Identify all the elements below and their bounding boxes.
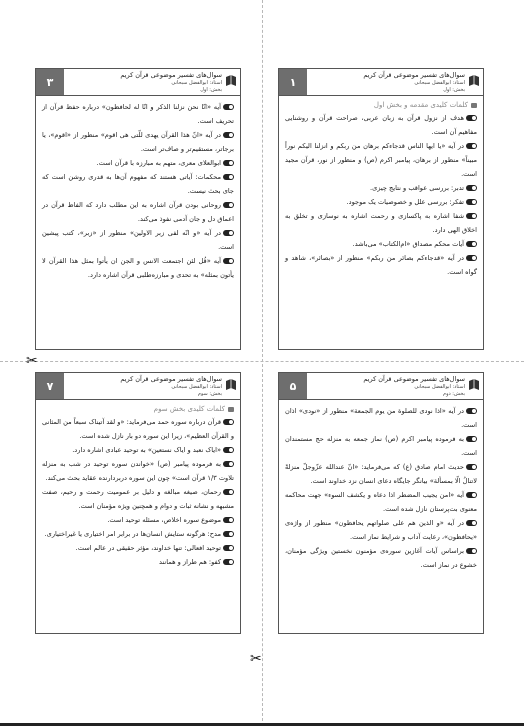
- header-subtitle: استاد: ابوالفضل سبحانی: [171, 384, 222, 390]
- list-item: آیات محکم مصداق «ام‌الکتاب» می‌باشد.: [285, 237, 477, 251]
- flashcard-1: [278, 68, 484, 350]
- list-item: روحانی بودن قرآن اشاره به این مطلب دارد که الفاظ قرآن در اعماق دل و جان آدمی نفوذ می‌کند.: [42, 201, 234, 223]
- card-number: ۷: [36, 373, 64, 399]
- list-item: «ایاک نعبد و ایاک نستعین» به توحید عبادی اشاره دارد.: [42, 443, 234, 457]
- list-item: کفو: هم طراز و همانند: [42, 555, 234, 569]
- bullet-icon: [223, 517, 234, 523]
- list-item: توحید افعالی: تنها خداوند، مؤثر حقیقی در عالم است.: [42, 541, 234, 555]
- scissors-icon: ✂: [250, 651, 262, 667]
- list-item: حدیث امام صادق (ع) که می‌فرماید: «انّ عندالله عزّوجلّ منزلةً لاتنالُ الّا بمسألة» بیانگر جایگاه دعای انسان نزد خداوند است.: [285, 463, 477, 485]
- card-header: [36, 69, 240, 96]
- bullet-icon: [223, 202, 234, 208]
- card-number: ۱: [279, 69, 307, 95]
- list-item: رحمان، صیغه مبالغه و دلیل بر عمومیت رحمت و رحیم، صفت مشبهه و نشانه ثبات و دوام و همچنین ویژه مؤمنان است.: [42, 488, 234, 510]
- flashcard-5: [278, 372, 484, 634]
- bullet-icon: [223, 132, 234, 138]
- section-title: کلمات کلیدی بخش سوم: [42, 405, 234, 413]
- flashcard-3: [35, 68, 241, 350]
- header-subtitle: استاد: ابوالفضل سبحانی: [414, 384, 465, 390]
- bullet-icon: [223, 447, 234, 453]
- flashcard-7: [35, 372, 241, 634]
- section-title: کلمات کلیدی مقدمه و بخش اول: [285, 101, 477, 109]
- scissors-icon: ✂: [26, 353, 38, 369]
- header-title: سوال‌های تفسیر موضوعی قرآن کریم: [120, 71, 222, 79]
- book-icon: [468, 74, 480, 87]
- list-item: براساس آیات آغازین سوره‌ی مؤمنون نخستین ویژگی مؤمنان، خشوع در نماز است.: [285, 547, 477, 569]
- bullet-icon: [466, 115, 477, 121]
- card-header: [279, 69, 483, 96]
- horizontal-cut-line: [0, 361, 524, 362]
- bullet-icon: [466, 436, 477, 442]
- bullet-icon: [466, 185, 477, 191]
- card-number: ۵: [279, 373, 307, 399]
- bullet-icon: [466, 520, 477, 526]
- card-header: [36, 373, 240, 400]
- header-title: سوال‌های تفسیر موضوعی قرآن کریم: [363, 71, 465, 79]
- bullet-icon: [223, 419, 234, 425]
- header-subtitle: استاد: ابوالفضل سبحانی: [414, 80, 465, 86]
- list-item: آیه «انّا نحن نزلنا الذکر و انّا له لحافظون» درباره حفظ قرآن از تحریف است.: [42, 103, 234, 125]
- card-number: ۳: [36, 69, 64, 95]
- list-item: تدبر: بررسی عواقب و نتایج چیزی.: [285, 181, 477, 195]
- list-item: در آیه «یا ایها الناس قدجاءکم برهان من ربکم و انزلنا الیکم نوراً مبیناً» منظور از برهان، پیامبر اکرم (ص) و منظور از نور، قرآن مجید است.: [285, 142, 477, 178]
- bullet-icon: [466, 199, 477, 205]
- list-item: قرآن درباره سوره حمد می‌فرماید: «و لقد آتیناک سبعاً من المثانی و القرآن العظیم»، زیرا این سوره دو بار نازل شده است.: [42, 418, 234, 440]
- header-subtitle: استاد: ابوالفضل سبحانی: [171, 80, 222, 86]
- card-header: [279, 373, 483, 400]
- list-item: در آیه «اذا نودی للصلوة من یوم الجمعة» منظور از «نودی» اذان است.: [285, 407, 477, 429]
- bullet-icon: [223, 104, 234, 110]
- header-title: سوال‌های تفسیر موضوعی قرآن کریم: [363, 375, 465, 383]
- bullet-icon: [466, 408, 477, 414]
- list-item: محکمات: آیاتی هستند که مفهوم آن‌ها به قدری روشن است که جای بحث نیست.: [42, 173, 234, 195]
- bullet-icon: [223, 531, 234, 537]
- bullet-icon: [223, 230, 234, 236]
- book-icon: [225, 378, 237, 391]
- list-item: در آیه «و الذین هم علی صلواتهم یحافظون» منظور از واژه‌ی «یحافظون»، رعایت آداب و شرایط نماز است.: [285, 519, 477, 541]
- vertical-cut-line: [262, 0, 263, 726]
- header-part: بخش: اول: [443, 87, 465, 93]
- bullet-icon: [466, 492, 477, 498]
- bullet-icon: [466, 548, 477, 554]
- bullet-icon: [466, 464, 477, 470]
- book-icon: [468, 378, 480, 391]
- bullet-icon: [223, 545, 234, 551]
- list-item: شفا اشاره به پاکسازی و رحمت اشاره به نوسازی و تخلق به اخلاق الهی دارد.: [285, 212, 477, 234]
- list-item: آیه «امن یجیب المضطر اذا دعاه و یکشف السوء» جهت محاکمه معنوی بت‌پرستان نازل شده است.: [285, 491, 477, 513]
- list-item: آیه «قُل لئن اجتمعت الانس و الجن ان یأتوا بمثل هذا القرآن لا یأتون بمثله» به تحدی و مبارزه‌طلبی قرآن اشاره دارد.: [42, 257, 234, 279]
- hat-icon: [471, 103, 477, 108]
- header-part: بخش: سوم: [197, 391, 222, 397]
- list-item: به فرموده پیامبر (ص) «خواندن سوره توحید در شب به منزله تلاوت ۱/۳ قرآن است» چون این سوره دربردارنده عقاید بحث می‌کند.: [42, 460, 234, 482]
- list-item: هدف از نزول قرآن به زبان عربی، صراحت قرآن و روشنایی مفاهیم آن است.: [285, 114, 477, 136]
- bullet-icon: [466, 255, 477, 261]
- bullet-icon: [223, 258, 234, 264]
- list-item: مدح: هرگونه ستایش انسان‌ها در برابر امر اختیاری یا غیراختیاری.: [42, 527, 234, 541]
- list-item: تفکر: بررسی علل و خصوصیات یک موجود.: [285, 195, 477, 209]
- list-item: در آیه «قدجاءکم بصائر من ربکم» منظور از «بصائر»، شاهد و گواه است.: [285, 254, 477, 276]
- bullet-icon: [223, 461, 234, 467]
- header-part: بخش: دوم: [442, 391, 465, 397]
- bullet-icon: [466, 213, 477, 219]
- list-item: موضوع سوره اخلاص، مسئله توحید است.: [42, 513, 234, 527]
- bullet-icon: [466, 143, 477, 149]
- list-item: ابوالعلای معری، متهم به مبارزه با قرآن است.: [42, 156, 234, 170]
- list-item: به فرموده پیامبر اکرم (ص) نماز جمعه به منزله حج مستمندان است.: [285, 435, 477, 457]
- list-item: در آیه «انّ هذا القرآن یهدی للّتی هی اقوم» منظور از «اقوم»، یا برجاتر، مستقیم‌تر و صاف‌تر است.: [42, 131, 234, 153]
- bullet-icon: [223, 160, 234, 166]
- hat-icon: [228, 407, 234, 412]
- bullet-icon: [223, 559, 234, 565]
- header-title: سوال‌های تفسیر موضوعی قرآن کریم: [120, 375, 222, 383]
- header-part: بخش: اول: [200, 87, 222, 93]
- book-icon: [225, 74, 237, 87]
- bullet-icon: [223, 174, 234, 180]
- bullet-icon: [466, 241, 477, 247]
- list-item: در آیه «و انّه لفی زبر الاولین» منظور از «زبر»، کتب پیشین است.: [42, 229, 234, 251]
- bullet-icon: [223, 489, 234, 495]
